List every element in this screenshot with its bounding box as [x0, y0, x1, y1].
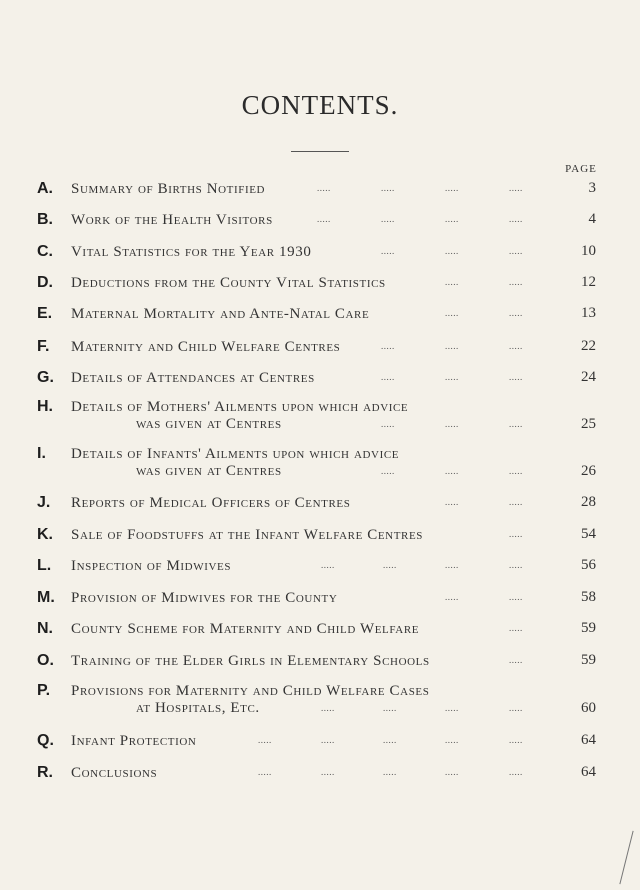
leader-dots: .....: [383, 767, 397, 777]
leader-dots: .....: [321, 735, 335, 745]
leader-dots: .....: [381, 214, 395, 224]
leader-dots: .....: [509, 529, 523, 539]
entry-page-number: 58: [581, 589, 596, 605]
entry-title: County Scheme for Maternity and Child Welfare: [71, 621, 420, 637]
entry-title: Provision of Midwives for the County: [71, 590, 338, 606]
entry-letter: C.: [37, 243, 53, 260]
leader-dots: .....: [509, 623, 523, 633]
entry-page-number: 64: [581, 732, 596, 748]
entry-title: Infant Protection: [71, 733, 197, 749]
entry-letter: P.: [37, 682, 51, 699]
entry-page-number: 64: [581, 764, 596, 780]
leader-dots: .....: [509, 372, 523, 382]
leader-dots: .....: [317, 214, 331, 224]
leader-dots: .....: [445, 277, 459, 287]
entry-letter: N.: [37, 620, 53, 637]
entry-letter: I.: [37, 445, 46, 462]
leader-dots: .....: [258, 767, 272, 777]
entry-title: Training of the Elder Girls in Elementary Schools: [71, 653, 430, 669]
entry-page-number: 12: [581, 274, 596, 290]
entry-title: Sale of Foodstuffs at the Infant Welfare Centres: [71, 527, 424, 543]
leader-dots: .....: [258, 735, 272, 745]
entry-letter: B.: [37, 211, 53, 228]
entry-letter: Q.: [37, 732, 54, 749]
leader-dots: .....: [445, 466, 459, 476]
leader-dots: .....: [317, 183, 331, 193]
entry-title-continued: was given at Centres: [136, 463, 282, 479]
entry-letter: G.: [37, 369, 54, 386]
margin-mark: [619, 831, 633, 885]
leader-dots: .....: [381, 341, 395, 351]
leader-dots: .....: [445, 308, 459, 318]
entry-title: Summary of Births Notified: [71, 181, 266, 197]
page-column-heading: PAGE: [565, 163, 597, 175]
leader-dots: .....: [445, 703, 459, 713]
entry-title: Details of Mothers' Ailments upon which advice: [71, 399, 409, 415]
leader-dots: .....: [509, 214, 523, 224]
leader-dots: .....: [445, 372, 459, 382]
entry-title: Inspection of Midwives: [71, 558, 232, 574]
leader-dots: .....: [509, 308, 523, 318]
entry-page-number: 56: [581, 557, 596, 573]
entry-title: Maternal Mortality and Ante-Natal Care: [71, 306, 370, 322]
leader-dots: .....: [321, 767, 335, 777]
entry-page-number: 59: [581, 652, 596, 668]
entry-title: Reports of Medical Officers of Centres: [71, 495, 351, 511]
leader-dots: .....: [509, 767, 523, 777]
entry-letter: J.: [37, 494, 51, 511]
entry-title: Deductions from the County Vital Statistics: [71, 275, 386, 291]
entry-title-continued: was given at Centres: [136, 416, 282, 432]
entry-page-number: 59: [581, 620, 596, 636]
leader-dots: .....: [381, 419, 395, 429]
leader-dots: .....: [509, 183, 523, 193]
leader-dots: .....: [383, 703, 397, 713]
leader-dots: .....: [509, 703, 523, 713]
entry-title: Maternity and Child Welfare Centres: [71, 339, 341, 355]
leader-dots: .....: [321, 560, 335, 570]
entry-title: Work of the Health Visitors: [71, 212, 273, 228]
leader-dots: .....: [445, 592, 459, 602]
leader-dots: .....: [381, 246, 395, 256]
leader-dots: .....: [383, 735, 397, 745]
entry-letter: M.: [37, 589, 55, 606]
leader-dots: .....: [509, 419, 523, 429]
leader-dots: .....: [445, 183, 459, 193]
entry-page-number: 4: [588, 211, 596, 227]
entry-letter: D.: [37, 274, 53, 291]
leader-dots: .....: [509, 735, 523, 745]
leader-dots: .....: [509, 466, 523, 476]
entry-page-number: 28: [581, 494, 596, 510]
entry-letter: O.: [37, 652, 54, 669]
entry-page-number: 3: [588, 180, 596, 196]
page-title: CONTENTS.: [241, 90, 399, 120]
leader-dots: .....: [509, 655, 523, 665]
entry-page-number: 60: [581, 700, 596, 716]
leader-dots: .....: [445, 497, 459, 507]
leader-dots: .....: [381, 183, 395, 193]
entry-title: Vital Statistics for the Year 1930: [71, 244, 312, 260]
entry-page-number: 54: [581, 526, 596, 542]
leader-dots: .....: [445, 419, 459, 429]
entry-title: Conclusions: [71, 765, 158, 781]
entry-letter: F.: [37, 338, 50, 355]
leader-dots: .....: [381, 466, 395, 476]
entry-page-number: 25: [581, 416, 596, 432]
leader-dots: .....: [445, 214, 459, 224]
leader-dots: .....: [445, 246, 459, 256]
entry-page-number: 24: [581, 369, 596, 385]
entry-title: Details of Attendances at Centres: [71, 370, 315, 386]
entry-page-number: 10: [581, 243, 596, 259]
leader-dots: .....: [445, 767, 459, 777]
leader-dots: .....: [509, 341, 523, 351]
entry-title: Provisions for Maternity and Child Welfare Cases: [71, 683, 430, 699]
entry-page-number: 13: [581, 305, 596, 321]
entry-letter: R.: [37, 764, 53, 781]
leader-dots: .....: [445, 341, 459, 351]
entry-title-continued: at Hospitals, Etc.: [136, 700, 260, 716]
entry-letter: E.: [37, 305, 53, 322]
entry-page-number: 26: [581, 463, 596, 479]
entry-title: Details of Infants' Ailments upon which advice: [71, 446, 400, 462]
leader-dots: .....: [509, 560, 523, 570]
entry-letter: H.: [37, 398, 53, 415]
leader-dots: .....: [445, 735, 459, 745]
leader-dots: .....: [509, 246, 523, 256]
leader-dots: .....: [509, 592, 523, 602]
entry-letter: A.: [37, 180, 53, 197]
entry-page-number: 22: [581, 338, 596, 354]
leader-dots: .....: [321, 703, 335, 713]
leader-dots: .....: [509, 277, 523, 287]
leader-dots: .....: [381, 372, 395, 382]
title-rule: [291, 151, 349, 152]
entry-letter: K.: [37, 526, 53, 543]
leader-dots: .....: [445, 560, 459, 570]
leader-dots: .....: [383, 560, 397, 570]
entry-letter: L.: [37, 557, 52, 574]
leader-dots: .....: [509, 497, 523, 507]
